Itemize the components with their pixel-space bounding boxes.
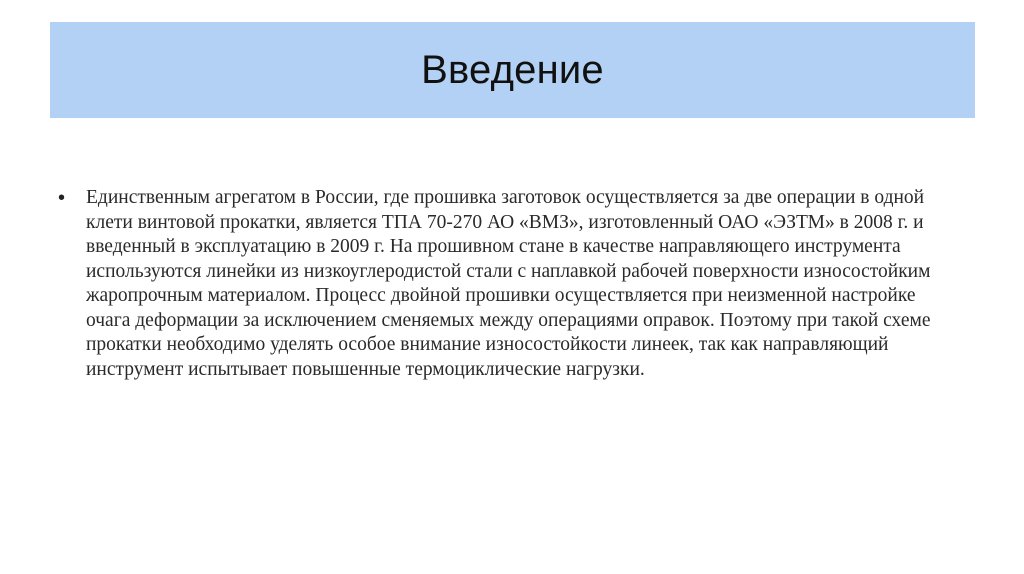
slide-content bbox=[58, 186, 958, 382]
bullet-item bbox=[58, 186, 958, 382]
bullet-text: Единственным агрегатом в России, где прошивка заготовок осуществляется за две операции в одной клети винтовой прокатки, является ТПА 70-270 АО «ВМЗ», изготовленный ОАО «ЭЗТМ» в 2008 г. и введенный в эксплуатацию в 2009 г. На прошивном стане в качестве направляющего инструмента используются линейки из низкоуглеродистой стали с наплавкой рабочей поверхности износостойким жаропрочным материалом. Процесс двойной прошивки осуществляется при неизменной настройке очага деформации за исключением сменяемых между операциями оправок. Поэтому при такой схеме прокатки необходимо уделять особое внимание износостойкости линеек, так как направляющий инструмент испытывает повышенные термоциклические нагрузки. bbox=[86, 187, 931, 380]
bullet-dot-icon: • bbox=[58, 187, 66, 209]
title-bar bbox=[50, 22, 975, 118]
slide-title: Введение bbox=[421, 47, 604, 92]
